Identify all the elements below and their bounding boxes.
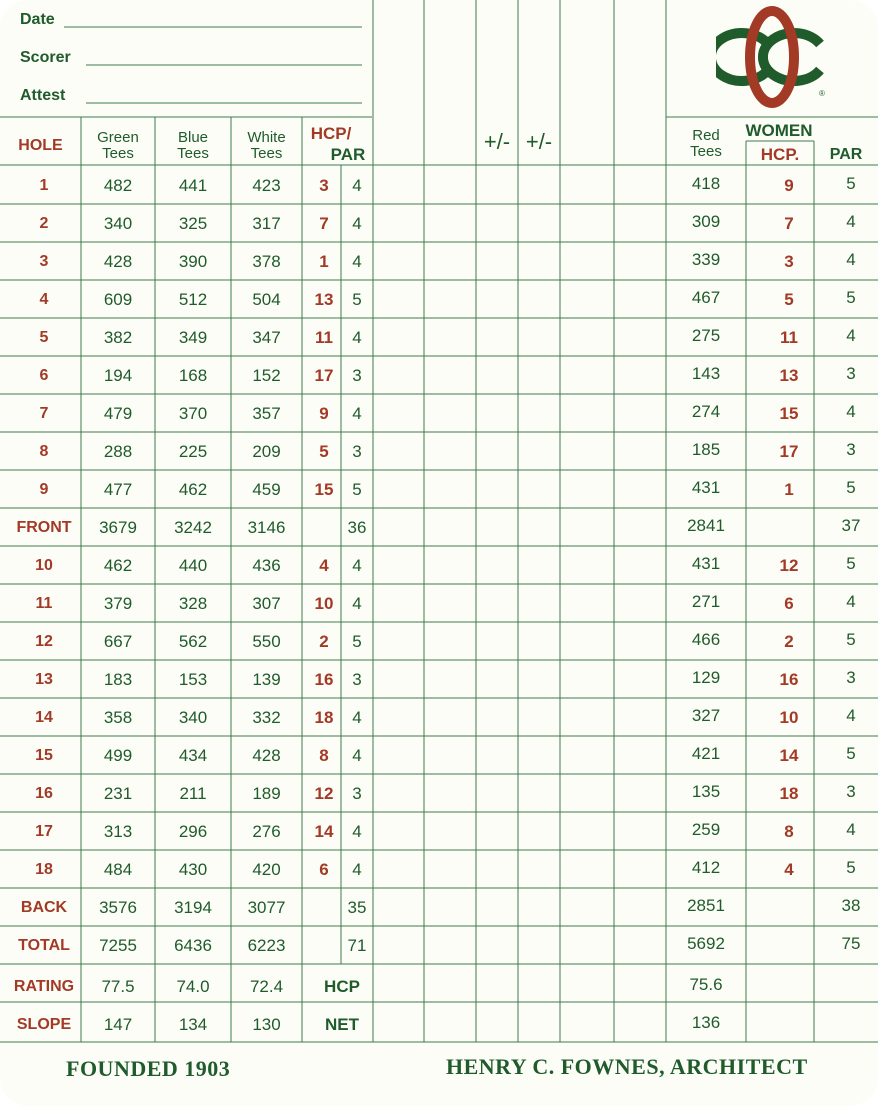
cell-red: 259 (691, 820, 721, 839)
cell-hcp: 15 (314, 480, 334, 499)
cell-w-hcp: 10 (779, 708, 799, 727)
cell-par: 4 (352, 746, 362, 765)
cell-green: 609 (103, 290, 133, 309)
cell-par: 5 (352, 290, 362, 309)
cell-blue: 225 (178, 442, 208, 461)
cell-w-par: 4 (846, 592, 856, 611)
cell-green: 358 (103, 708, 133, 727)
rating-white: 72.4 (249, 977, 284, 996)
cell-par: 4 (352, 252, 362, 271)
cell-w-hcp: 6 (784, 594, 794, 613)
hole-header: HOLE (18, 137, 63, 154)
cell-red: 185 (691, 440, 721, 459)
cell-w-par: 5 (846, 744, 856, 763)
slope-net-tag: NET (325, 1015, 359, 1034)
cell-red: 327 (691, 706, 721, 725)
cell-w-hcp: 3 (784, 252, 794, 271)
cell-par: 4 (352, 594, 362, 613)
plus-minus-header-2: +/- (525, 129, 553, 154)
cell-blue: 296 (178, 822, 208, 841)
cell-par: 3 (352, 784, 362, 803)
cell-w-hcp: 18 (779, 784, 799, 803)
red-tees-header: Red Tees (690, 127, 722, 160)
rating-blue: 74.0 (176, 977, 210, 996)
date-label: Date (20, 11, 55, 28)
cell-white: 357 (252, 404, 281, 423)
cell-blue: 349 (178, 328, 208, 347)
cell-w-hcp: 12 (779, 556, 799, 575)
cell-green: 499 (103, 746, 133, 765)
cell-w-par: 38 (841, 896, 861, 915)
cell-red: 271 (691, 592, 721, 611)
cell-white: 378 (252, 252, 281, 271)
cell-hole: 16 (35, 785, 53, 802)
cell-w-hcp: 1 (784, 480, 794, 499)
cell-par: 71 (347, 936, 367, 955)
cell-par: 3 (352, 442, 362, 461)
cell-blue: 168 (178, 366, 208, 385)
women-par-header: PAR (829, 146, 863, 163)
cell-hole: 15 (35, 747, 53, 764)
cell-w-par: 5 (846, 174, 856, 193)
cell-hcp: 1 (319, 252, 329, 271)
cell-hole: 2 (39, 215, 49, 232)
cell-hole: 12 (35, 633, 53, 650)
cell-blue: 340 (178, 708, 208, 727)
cell-hcp: 3 (319, 176, 329, 195)
rating-red: 75.6 (689, 975, 723, 994)
scorer-label: Scorer (20, 49, 71, 66)
cell-red: 467 (691, 288, 721, 307)
cell-hole: TOTAL (18, 937, 70, 954)
cell-green: 231 (103, 784, 133, 803)
cell-par: 5 (352, 480, 362, 499)
cell-green: 194 (103, 366, 133, 385)
cell-w-par: 75 (841, 934, 861, 953)
cell-red: 339 (691, 250, 721, 269)
women-header: WOMEN (745, 121, 813, 140)
cell-hole: 1 (39, 177, 49, 194)
cell-hcp: 13 (314, 290, 334, 309)
cell-hcp: 16 (314, 670, 334, 689)
cell-w-par: 4 (846, 820, 856, 839)
cell-par: 4 (352, 214, 362, 233)
cell-w-par: 5 (846, 858, 856, 877)
cell-w-hcp: 7 (784, 214, 794, 233)
cell-w-par: 5 (846, 554, 856, 573)
cell-w-hcp: 13 (779, 366, 799, 385)
cell-green: 667 (103, 632, 133, 651)
cell-par: 4 (352, 328, 362, 347)
cell-par: 3 (352, 366, 362, 385)
cell-red: 466 (691, 630, 721, 649)
cell-blue: 462 (178, 480, 208, 499)
cell-white: 189 (252, 784, 281, 803)
slope-label: SLOPE (16, 1016, 72, 1033)
cell-blue: 328 (178, 594, 208, 613)
cell-white: 209 (252, 442, 281, 461)
white-tees-header: White Tees (247, 129, 286, 162)
cell-red: 274 (691, 402, 721, 421)
cell-par: 4 (352, 176, 362, 195)
cell-w-par: 3 (846, 782, 856, 801)
cell-hcp: 5 (319, 442, 329, 461)
cell-w-hcp: 11 (780, 328, 798, 347)
cell-w-hcp: 17 (779, 442, 799, 461)
slope-white: 130 (252, 1015, 281, 1034)
cell-white: 420 (252, 860, 281, 879)
cell-par: 3 (352, 670, 362, 689)
cell-hole: 5 (39, 329, 49, 346)
green-tees-header: Green Tees (97, 129, 139, 162)
cell-blue: 562 (178, 632, 208, 651)
cell-w-par: 5 (846, 630, 856, 649)
cell-w-hcp: 16 (779, 670, 799, 689)
cell-green: 288 (103, 442, 133, 461)
cell-white: 152 (252, 366, 281, 385)
attest-label: Attest (20, 87, 66, 104)
cell-w-par: 4 (846, 706, 856, 725)
founded-text: FOUNDED 1903 (66, 1056, 231, 1081)
cell-w-par: 4 (846, 212, 856, 231)
cell-green: 382 (103, 328, 133, 347)
hcp-header: HCP/ (310, 124, 352, 143)
rating-green: 77.5 (101, 977, 135, 996)
cell-w-hcp: 5 (784, 290, 794, 309)
cell-red: 309 (691, 212, 721, 231)
cell-red: 129 (691, 668, 721, 687)
architect-text: HENRY C. FOWNES, ARCHITECT (446, 1054, 808, 1079)
blue-tees-header: Blue Tees (177, 129, 209, 162)
cell-white: 3077 (247, 898, 286, 917)
cell-hole: 18 (35, 861, 53, 878)
cell-hcp: 18 (314, 708, 334, 727)
cell-par: 4 (352, 860, 362, 879)
cell-hole: 11 (35, 595, 53, 612)
cell-red: 275 (691, 326, 721, 345)
cell-white: 428 (252, 746, 281, 765)
cell-green: 3679 (99, 518, 137, 537)
cell-green: 482 (103, 176, 133, 195)
cell-red: 135 (691, 782, 721, 801)
cell-white: 459 (252, 480, 281, 499)
cell-blue: 3194 (174, 898, 212, 917)
cell-blue: 3242 (174, 518, 212, 537)
cell-white: 6223 (247, 936, 286, 955)
cell-w-hcp: 2 (784, 632, 794, 651)
cell-blue: 370 (178, 404, 208, 423)
cell-par: 4 (352, 708, 362, 727)
cell-hcp: 6 (319, 860, 329, 879)
cell-hcp: 11 (315, 328, 333, 347)
cell-red: 421 (691, 744, 721, 763)
cell-white: 332 (252, 708, 281, 727)
cell-blue: 430 (178, 860, 208, 879)
cell-blue: 6436 (174, 936, 212, 955)
par-header: PAR (330, 145, 366, 164)
cell-white: 504 (252, 290, 281, 309)
cell-par: 4 (352, 822, 362, 841)
cell-blue: 434 (178, 746, 208, 765)
cell-hole: 14 (35, 709, 53, 726)
cell-hole: 6 (39, 367, 49, 384)
cell-hcp: 2 (319, 632, 329, 651)
cell-w-hcp: 15 (779, 404, 799, 423)
cell-par: 4 (352, 404, 362, 423)
cell-red: 418 (691, 174, 721, 193)
cell-hole: 13 (35, 671, 53, 688)
cell-hole: BACK (20, 899, 68, 916)
cell-red: 431 (691, 554, 721, 573)
cell-w-hcp: 8 (784, 822, 794, 841)
cell-blue: 390 (178, 252, 208, 271)
women-hcp-header: HCP. (760, 145, 800, 164)
cell-white: 307 (252, 594, 281, 613)
cell-red: 5692 (687, 934, 725, 953)
cell-green: 340 (103, 214, 133, 233)
cell-hole: 17 (35, 823, 53, 840)
cell-hcp: 12 (314, 784, 334, 803)
cell-w-par: 4 (846, 402, 856, 421)
cell-blue: 211 (179, 784, 207, 803)
cell-green: 479 (103, 404, 133, 423)
cell-red: 143 (691, 364, 721, 383)
rating-hcp-tag: HCP (324, 977, 360, 996)
cell-par: 4 (352, 556, 362, 575)
cell-hcp: 17 (314, 366, 334, 385)
slope-blue: 134 (178, 1015, 208, 1034)
cell-w-hcp: 14 (779, 746, 799, 765)
cell-hcp: 8 (319, 746, 329, 765)
cell-hole: 4 (39, 291, 49, 308)
cell-hole: 10 (35, 557, 53, 574)
cell-red: 412 (691, 858, 721, 877)
cell-green: 462 (103, 556, 133, 575)
rating-label: RATING (13, 978, 75, 995)
cell-blue: 512 (178, 290, 208, 309)
cell-red: 431 (691, 478, 721, 497)
cell-hcp: 7 (319, 214, 329, 233)
cell-hole: 9 (39, 481, 49, 498)
cell-hcp: 9 (319, 404, 329, 423)
cell-white: 3146 (247, 518, 286, 537)
cell-blue: 153 (178, 670, 208, 689)
cell-par: 35 (347, 898, 367, 917)
cell-green: 7255 (99, 936, 137, 955)
cell-hole: 3 (39, 253, 49, 270)
cell-red: 2841 (687, 516, 725, 535)
cell-w-par: 3 (846, 364, 856, 383)
cell-w-par: 5 (846, 288, 856, 307)
slope-red: 136 (691, 1013, 721, 1032)
club-logo-icon (716, 4, 828, 110)
cell-w-par: 3 (846, 440, 856, 459)
cell-green: 3576 (99, 898, 137, 917)
cell-green: 313 (103, 822, 133, 841)
cell-white: 347 (252, 328, 281, 347)
cell-green: 428 (103, 252, 133, 271)
cell-w-hcp: 9 (784, 176, 794, 195)
cell-white: 436 (252, 556, 281, 575)
cell-blue: 441 (178, 176, 208, 195)
cell-w-par: 4 (846, 250, 856, 269)
cell-w-par: 3 (846, 668, 856, 687)
cell-white: 139 (252, 670, 281, 689)
cell-blue: 440 (178, 556, 208, 575)
cell-hole: 8 (39, 443, 49, 460)
cell-w-par: 37 (841, 516, 861, 535)
cell-red: 2851 (687, 896, 725, 915)
slope-green: 147 (103, 1015, 133, 1034)
cell-green: 183 (103, 670, 133, 689)
cell-w-hcp: 4 (784, 860, 794, 879)
cell-hcp: 4 (319, 556, 329, 575)
cell-blue: 325 (178, 214, 208, 233)
cell-white: 550 (252, 632, 281, 651)
cell-w-par: 5 (846, 478, 856, 497)
cell-par: 36 (347, 518, 367, 537)
cell-hole: 7 (39, 405, 49, 422)
cell-hcp: 14 (314, 822, 334, 841)
cell-green: 477 (103, 480, 133, 499)
cell-hcp: 10 (314, 594, 334, 613)
cell-hole: FRONT (16, 519, 72, 536)
cell-green: 484 (103, 860, 133, 879)
cell-white: 317 (252, 214, 281, 233)
cell-green: 379 (103, 594, 133, 613)
cell-par: 5 (352, 632, 362, 651)
plus-minus-header-1: +/- (483, 129, 511, 154)
svg-text:®: ® (819, 89, 825, 98)
cell-w-par: 4 (846, 326, 856, 345)
cell-white: 276 (252, 822, 281, 841)
cell-white: 423 (252, 176, 281, 195)
